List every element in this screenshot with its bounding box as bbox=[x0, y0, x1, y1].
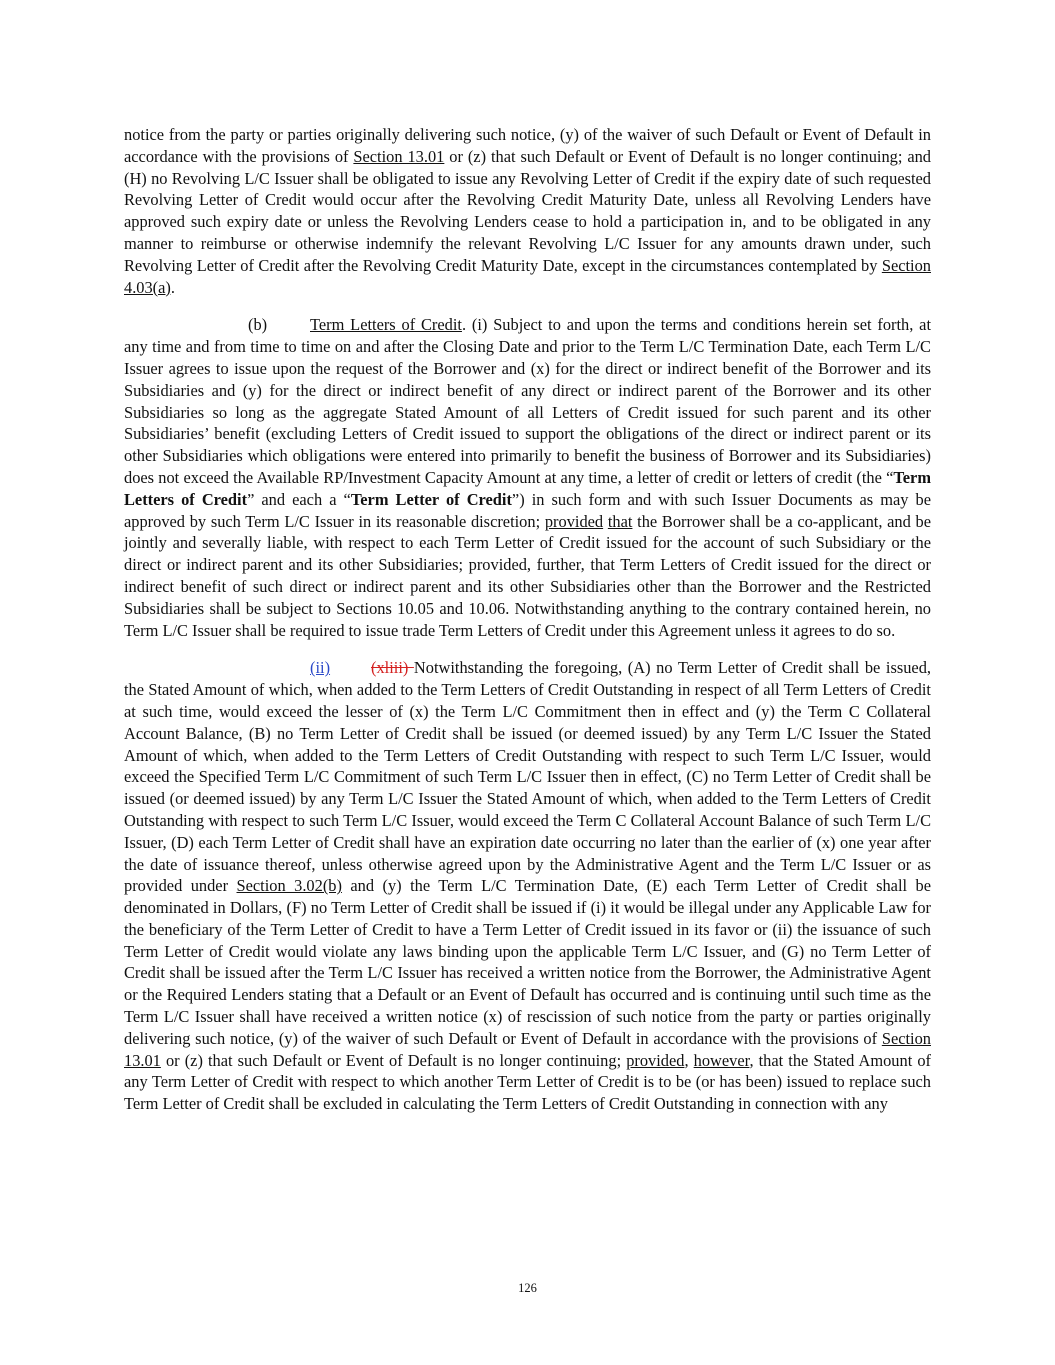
text-run: and (y) the Term L/C Termination Date, (E) each Term Letter of Credit shall be denominated in Dollars, (F) no Term Letter of Credit shall be issued if (i) it would be illegal under any Applicable Law for the beneficiary of the Term Letter of Credit to have a Term Letter of Credit issued in its favor or (ii) the issuance of such Term Letter of Credit would violate any laws binding upon the applicable Term L/C Issuer, and (G) no Term Letter of Credit shall be issued after the Term L/C Issuer has received a written notice from the Borrower, the Administrative Agent or the Required Lenders stating that a Default or an Event of Default has occurred and is continuing until such time as the Term L/C Issuer shall have received a written notice (x) of rescission of such notice from the party or parties originally delivering such notice, (y) of the waiver of such Default or Event of Default in accordance with the provisions of bbox=[124, 876, 931, 1048]
text-run: . (i) Subject to and upon the terms and conditions herein set forth, at any time and from time to time on and after the Closing Date and prior to the Term L/C Termination Date, each Term L/C Issuer agrees to issue upon the request of the Borrower and (x) for the direct or indirect benefit of the Borrower and its Subsidiaries and (y) for the direct or indirect benefit of any direct or indirect parent of the Borrower and its other Subsidiaries so long as the aggregate Stated Amount of all Letters of Credit issued for such parent and its other Subsidiaries’ benefit (excluding Letters of Credit issued to support the obligations of the direct or indirect parent or its other Subsidiaries which obligations were entered into primarily to benefit the business of Borrower and its Subsidiaries) does not exceed the Available RP/Investment Capacity Amount at any time, a letter of credit or letters of credit (the “ bbox=[124, 315, 931, 487]
text-run: , bbox=[684, 1050, 694, 1070]
deleted-clause-number: (xliii) bbox=[371, 658, 414, 678]
clause-heading: Term Letters of Credit bbox=[310, 315, 462, 335]
text-run: ” and each a “ bbox=[247, 489, 351, 509]
paragraph-term-loc-limitations bbox=[124, 657, 931, 1115]
text-run: notice from the party or parties originally delivering such notice, (y) of the waiver of such Default or Event of Default in accordance with the provisions of bbox=[124, 125, 931, 166]
text-run: Notwithstanding the foregoing, (A) no Term Letter of Credit shall be issued, the Stated Amount of which, when added to the Term Letters of Credit Outstanding in respect of all Term Letters of Credit at such time, would exceed the lesser of (x) the Term L/C Commitment then in effect and (y) the Term C Collateral Account Balance, (B) no Term Letter of Credit shall be issued (or deemed issued) by any Term L/C Issuer the Stated Amount of which, when added to the Term Letters of Credit Outstanding with respect to such Term L/C Issuer, would exceed the Specified Term L/C Commitment of such Term L/C Issuer then in effect, (C) no Term Letter of Credit shall be issued (or deemed issued) by any Term L/C Issuer the Stated Amount of which, when added to the Term Letters of Credit Outstanding with respect to such Term L/C Issuer, would exceed the Term C Collateral Account Balance of such Term L/C Issuer, (D) each Term Letter of Credit shall have an expiration date occurring no later than the earlier of (x) one year after the date of issuance thereof, unless otherwise agreed upon by the Administrative Agent and the Term L/C Issuer or as provided under bbox=[124, 658, 931, 896]
proviso-word: provided bbox=[626, 1050, 685, 1070]
defined-term: Term Letters of Credit bbox=[124, 467, 931, 509]
section-reference: Section 4.03(a) bbox=[124, 255, 931, 297]
defined-term: Term Letter of Credit bbox=[350, 489, 512, 509]
section-reference: Section 13.01 bbox=[124, 1028, 931, 1070]
paragraph-term-letters-of-credit bbox=[124, 314, 931, 641]
text-run: or (z) that such Default or Event of Default is no longer continuing; bbox=[160, 1050, 627, 1070]
clause-label: (b) bbox=[248, 315, 268, 335]
text-run: , that the Stated Amount of any Term Letter of Credit with respect to which another Term Letter of Credit is to be (or has been) issued to replace such Term Letter of Credit shall be excluded in calculating the Term Letters of Credit Outstanding in connection with any bbox=[124, 1050, 931, 1114]
text-run: ”) in such form and with such Issuer Documents as may be approved by such Term L/C Issuer in its reasonable discretion; bbox=[124, 489, 932, 531]
inserted-clause-number: (ii) bbox=[310, 658, 331, 678]
page-number: 126 bbox=[518, 1281, 537, 1295]
paragraph-continuation bbox=[124, 124, 931, 298]
proviso-word: provided bbox=[544, 511, 604, 531]
section-reference: Section 3.02(b) bbox=[236, 876, 342, 896]
text-run: . bbox=[170, 277, 175, 297]
document-body bbox=[124, 124, 931, 1115]
text-run: the Borrower shall be a co-applicant, and be jointly and severally liable, with respect to each Term Letter of Credit issued for the account of such Subsidiary or the direct or indirect parent and its other Subsidiaries; provided, further, that Term Letters of Credit issued for the direct or indirect benefit of such direct or indirect parent and its other Subsidiaries other than the Borrower and the Restricted Subsidiaries shall be subject to Sections 10.05 and 10.06. Notwithstanding anything to the contrary contained herein, no Term L/C Issuer shall be required to issue trade Term Letters of Credit under this Agreement unless it agrees to do so. bbox=[124, 511, 931, 640]
text-run: or (z) that such Default or Event of Default is no longer continuing; and (H) no Revolving L/C Issuer shall be obligated to issue any Revolving Letter of Credit if the expiry date of such requested Revolving Letter of Credit would occur after the Revolving Credit Maturity Date, unless all Revolving Lenders have approved such expiry date or unless the Revolving Lenders cease to hold a participation in, and to be obligated in any manner to reimburse or otherwise indemnify the relevant Revolving L/C Issuer for any amounts drawn under, such Revolving Letter of Credit after the Revolving Credit Maturity Date, except in the circumstances contemplated by bbox=[124, 146, 931, 275]
proviso-word: however bbox=[693, 1050, 750, 1070]
proviso-word: that bbox=[607, 511, 633, 531]
section-reference: Section 13.01 bbox=[353, 146, 445, 166]
